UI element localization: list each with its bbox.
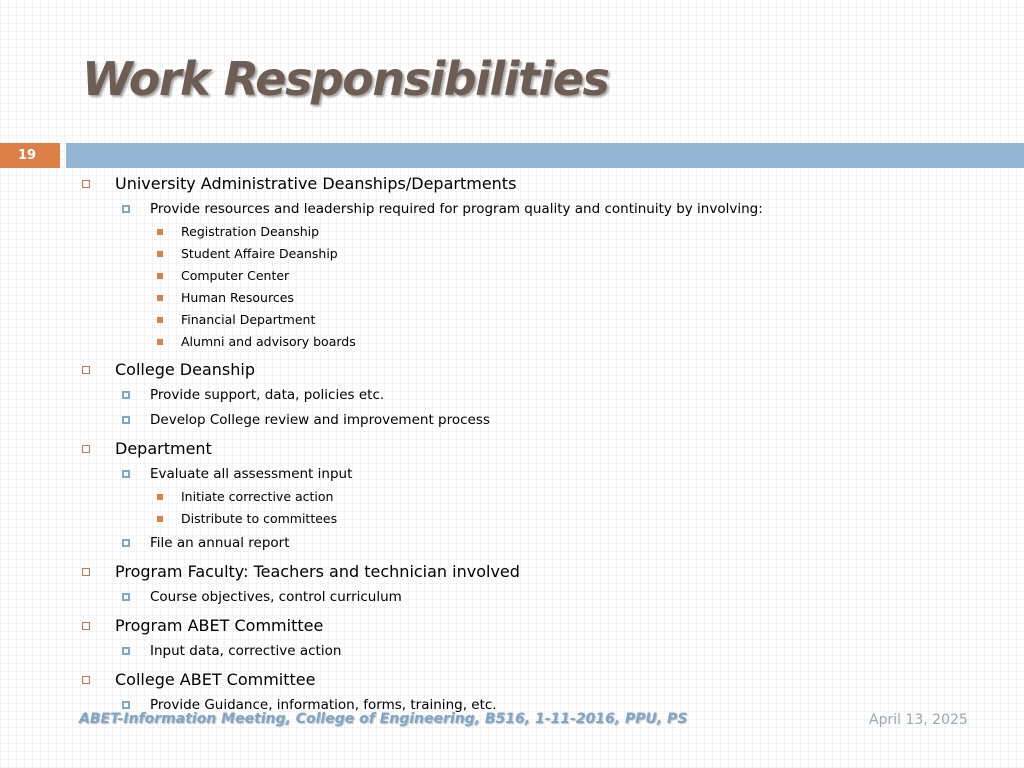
square-bullet-icon xyxy=(122,593,130,601)
square-bullet-icon xyxy=(157,317,163,323)
bullet-level1 xyxy=(115,174,516,193)
bullet-level2 xyxy=(150,412,490,428)
bullet-level3 xyxy=(181,290,294,305)
square-bullet-icon xyxy=(157,229,163,235)
bullet-text: College ABET Committee xyxy=(115,670,316,689)
bullet-text: Human Resources xyxy=(181,290,294,305)
bullet-text: Program Faculty: Teachers and technician involved xyxy=(115,562,520,581)
bullet-level2 xyxy=(150,589,402,605)
bullet-text: Student Affaire Deanship xyxy=(181,246,338,261)
square-bullet-icon xyxy=(157,339,163,345)
bullet-level3 xyxy=(181,489,333,504)
bullet-level1 xyxy=(115,562,520,581)
bullet-text: Provide Guidance, information, forms, training, etc. xyxy=(150,697,497,713)
footer-text: ABET-Information Meeting, College of Engineering, B516, 1-11-2016, PPU, PS xyxy=(79,711,688,727)
bullet-level3 xyxy=(181,224,319,239)
slide-number: 19 xyxy=(0,143,60,168)
bullet-text: Provide support, data, policies etc. xyxy=(150,387,385,403)
bullet-level2 xyxy=(150,387,384,403)
square-bullet-icon xyxy=(82,366,90,374)
bullet-text: Develop College review and improvement process xyxy=(150,412,490,428)
bullet-level2 xyxy=(150,643,341,659)
slide-title: Work Responsibilities xyxy=(82,52,609,106)
bullet-text: Program ABET Committee xyxy=(115,616,324,635)
bullet-level2 xyxy=(150,201,763,217)
bullet-text: Distribute to committees xyxy=(181,511,338,526)
square-bullet-icon xyxy=(82,622,90,630)
square-bullet-icon xyxy=(82,180,90,188)
square-bullet-icon xyxy=(122,647,130,655)
square-bullet-icon xyxy=(157,516,163,522)
square-bullet-icon xyxy=(122,539,130,547)
bullet-level2 xyxy=(150,535,290,551)
square-bullet-icon xyxy=(82,676,90,684)
square-bullet-icon xyxy=(157,273,163,279)
square-bullet-icon xyxy=(122,470,130,478)
square-bullet-icon xyxy=(122,391,130,399)
square-bullet-icon xyxy=(157,251,163,257)
bullet-level1 xyxy=(115,360,255,379)
bullet-text: Initiate corrective action xyxy=(181,489,334,504)
bullet-text: Financial Department xyxy=(181,312,316,327)
bullet-text: Computer Center xyxy=(181,268,290,283)
bullet-level3 xyxy=(181,246,338,261)
square-bullet-icon xyxy=(82,445,90,453)
bullet-level3 xyxy=(181,511,337,526)
bullet-text: Department xyxy=(115,439,212,458)
bullet-text: Course objectives, control curriculum xyxy=(150,589,402,605)
bullet-text: University Administrative Deanships/Departments xyxy=(115,174,517,193)
bullet-level2 xyxy=(150,466,352,482)
bullet-level1 xyxy=(115,670,315,689)
square-bullet-icon xyxy=(157,295,163,301)
bullet-text: College Deanship xyxy=(115,360,255,379)
bullet-level3 xyxy=(181,334,356,349)
footer-date: April 13, 2025 xyxy=(869,712,968,728)
bullet-text: Registration Deanship xyxy=(181,224,320,239)
bullet-text: Input data, corrective action xyxy=(150,643,342,659)
square-bullet-icon xyxy=(82,568,90,576)
square-bullet-icon xyxy=(157,494,163,500)
bullet-level3 xyxy=(181,312,315,327)
bullet-text: File an annual report xyxy=(150,535,290,551)
bullet-text: Alumni and advisory boards xyxy=(181,334,356,349)
bullet-text: Provide resources and leadership required for program quality and continuity by involving: xyxy=(150,201,763,217)
square-bullet-icon xyxy=(122,701,130,709)
bullet-level3 xyxy=(181,268,289,283)
square-bullet-icon xyxy=(122,416,130,424)
bullet-level1 xyxy=(115,439,212,458)
square-bullet-icon xyxy=(122,205,130,213)
bullet-level1 xyxy=(115,616,323,635)
bullet-text: Evaluate all assessment input xyxy=(150,466,353,482)
